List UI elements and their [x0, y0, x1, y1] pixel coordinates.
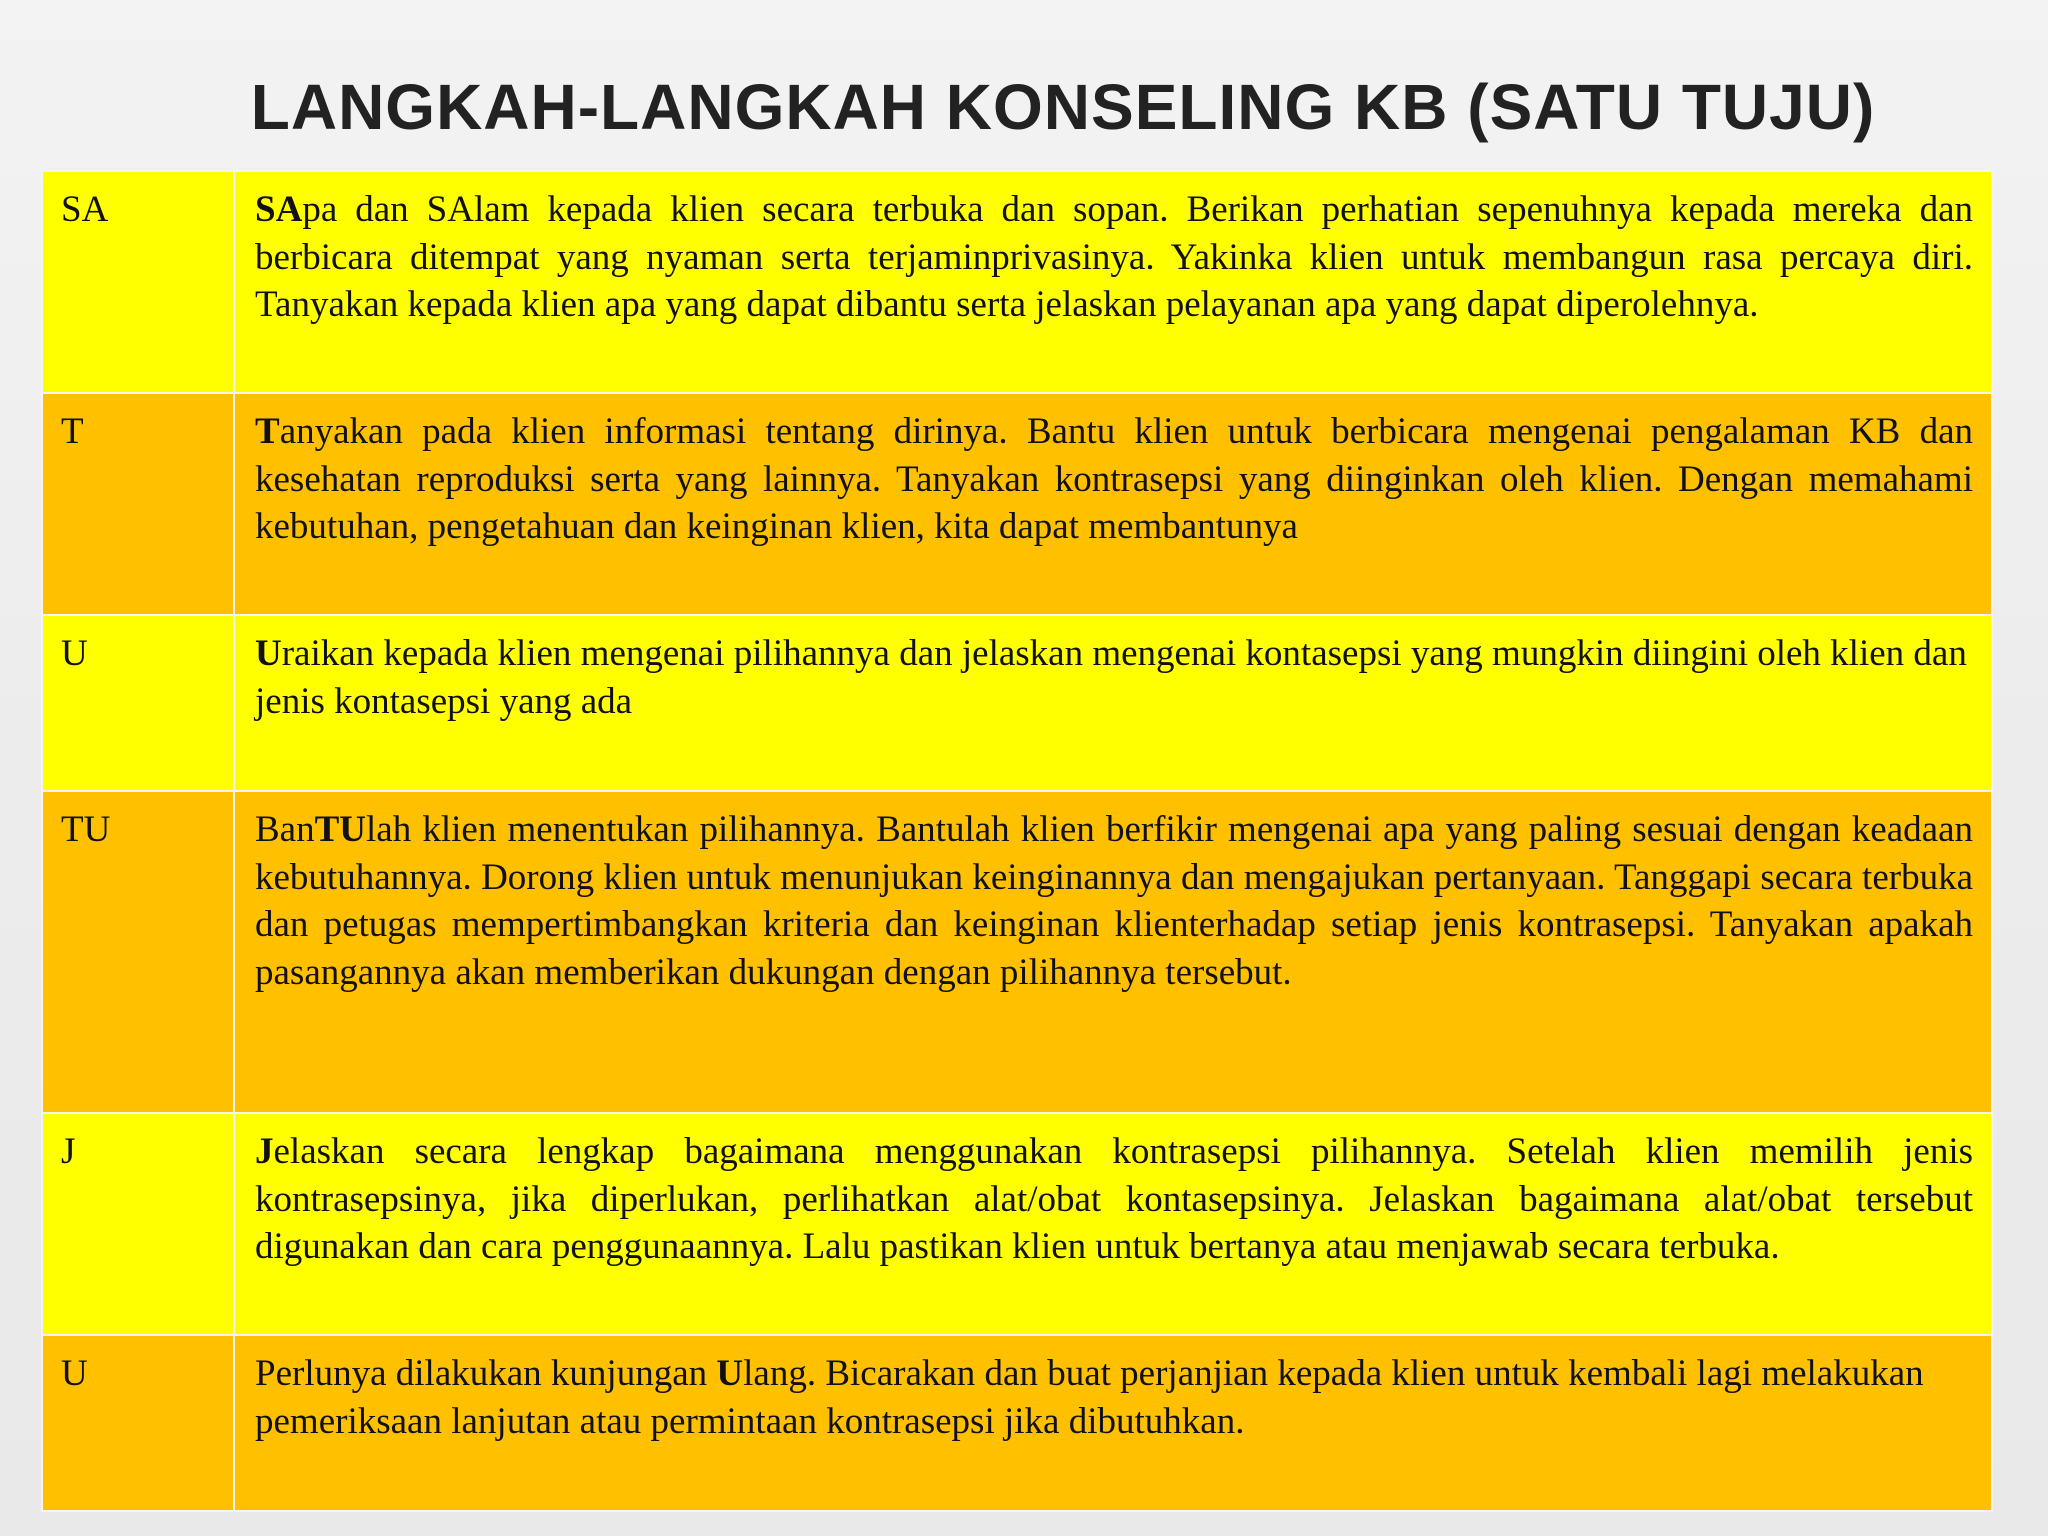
step-code: U: [42, 1335, 234, 1511]
page-title: LANGKAH-LANGKAH KONSELING KB (SATU TUJU): [250, 71, 1876, 143]
description-text: lah klien menentukan pilihannya. Bantulah klien berfikir mengenai apa yang paling sesuai dengan keadaan kebutuhannya. Dorong klien untuk menunjukan keinginannya dan mengajukan pertanyaan. Tanggapi secara terbuka dan petugas mempertimbangkan kriteria dan keinginan klienterhadap setiap jenis kontrasepsi. Tanyakan apakah pasangannya akan memberikan dukungan dengan pilihannya tersebut.: [255, 809, 1973, 993]
description-text: pa dan SAlam kepada klien secara terbuka dan sopan. Berikan perhatian sepenuhnya kepada mereka dan berbicara ditempat yang nyaman serta terjaminprivasinya. Yakinka klien untuk membangun rasa percaya diri. Tanyakan kepada klien apa yang dapat dibantu serta jelaskan pelayanan apa yang dapat diperolehnya.: [255, 189, 1973, 325]
description-text: anyakan pada klien informasi tentang dirinya. Bantu klien untuk berbicara mengenai pengalaman KB dan kesehatan reproduksi serta yang lainnya. Tanyakan kontrasepsi yang diinginkan oleh klien. Dengan memahami kebutuhan, pengetahuan dan keinginan klien, kita dapat membantunya: [255, 411, 1973, 547]
step-code: TU: [42, 791, 234, 1113]
step-description: [234, 791, 1992, 1113]
step-description: [234, 1113, 1992, 1335]
table-row: [42, 615, 1992, 791]
table-row: [42, 791, 1992, 1113]
step-description: [234, 1335, 1992, 1511]
step-description: [234, 393, 1992, 615]
table-row: [42, 1113, 1992, 1335]
table-row: [42, 1335, 1992, 1511]
table-row: [42, 393, 1992, 615]
step-code: T: [42, 393, 234, 615]
step-code: J: [42, 1113, 234, 1335]
description-emphasis: T: [255, 411, 280, 452]
description-emphasis: U: [255, 633, 282, 674]
step-code: U: [42, 615, 234, 791]
counseling-steps-table: [41, 170, 1993, 1512]
description-text: Ban: [255, 809, 315, 850]
description-text: Perlunya dilakukan kunjungan: [255, 1353, 717, 1394]
table-row: [42, 171, 1992, 393]
description-text: raikan kepada klien mengenai pilihannya dan jelaskan mengenai kontasepsi yang mungkin diingini oleh klien dan jenis kontasepsi yang ada: [255, 633, 1967, 722]
description-emphasis: SA: [255, 189, 303, 230]
description-emphasis: U: [716, 1353, 744, 1394]
step-description: [234, 615, 1992, 791]
step-description: [234, 171, 1992, 393]
step-code: SA: [42, 171, 234, 393]
description-emphasis: J: [255, 1131, 274, 1172]
description-text: elaskan secara lengkap bagaimana menggunakan kontrasepsi pilihannya. Setelah klien memilih jenis kontrasepsinya, jika diperlukan, perlihatkan alat/obat kontasepsinya. Jelaskan bagaimana alat/obat tersebut digunakan dan cara penggunaannya. Lalu pastikan klien untuk bertanya atau menjawab secara terbuka.: [255, 1131, 1973, 1267]
description-text: lang. Bicarakan dan buat perjanjian kepada klien untuk kembali lagi melakukan pemeriksaan lanjutan atau permintaan kontrasepsi jika dibutuhkan.: [255, 1353, 1924, 1442]
description-emphasis: TU: [314, 809, 367, 850]
